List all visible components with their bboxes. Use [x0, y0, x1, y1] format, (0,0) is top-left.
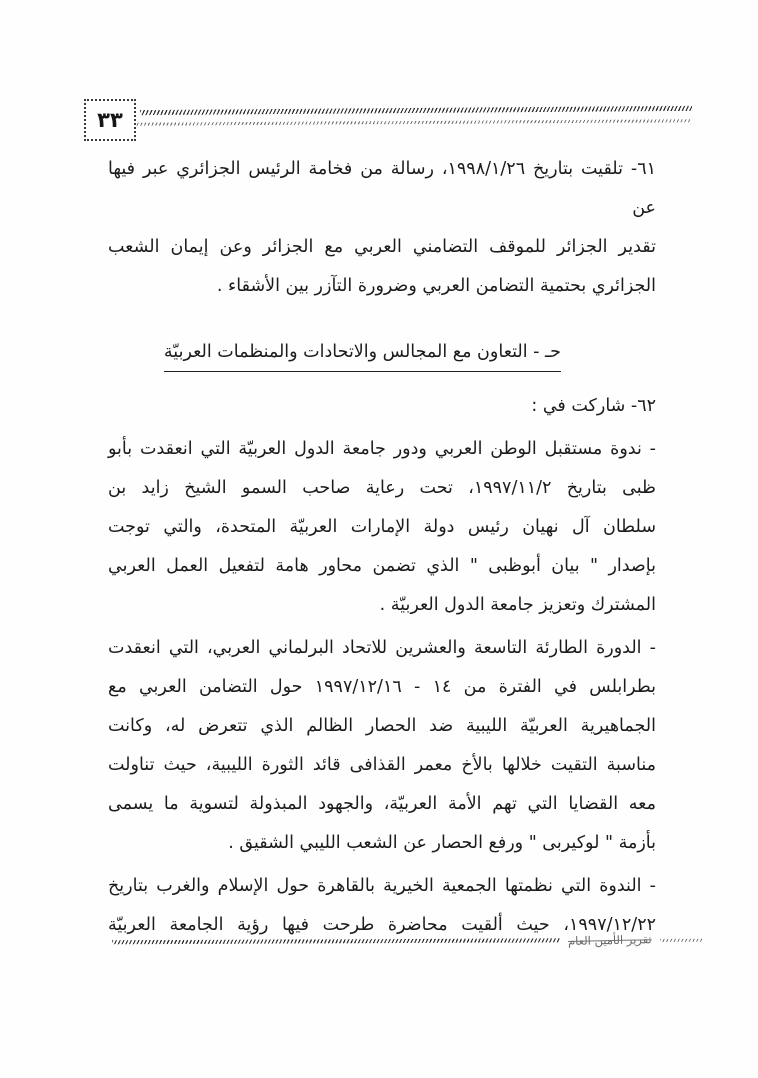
text-line: بطرابلس في الفترة من ١٤ - ١٩٩٧/١٢/١٦ حول التضامن العربي مع — [108, 677, 656, 697]
text-line: - الدورة الطارئة التاسعة والعشرين للاتحاد البرلماني العربي، التي انعقدت — [108, 638, 656, 658]
text-line: معه القضايا التي تهم الأمة العربيّة، والجهود المبذولة لتسوية ما يسمى — [108, 794, 656, 814]
text-line: - الندوة التي نظمتها الجمعية الخيرية بالقاهرة حول الإسلام والغرب بتاريخ — [108, 876, 656, 896]
top-rule-lower — [134, 119, 690, 125]
page-footer — [112, 933, 704, 950]
text-line: تقدير الجزائر للموقف التضامني العربي مع الجزائر وعن إيمان الشعب — [108, 237, 656, 257]
text-line: الجماهيرية العربيّة الليبية ضد الحصار الظالم الذي تتعرض له، وكانت — [108, 716, 656, 736]
page-number-box — [84, 99, 136, 141]
section-heading: حـ - التعاون مع المجالس والاتحادات والمنظمات العربيّة — [164, 337, 561, 372]
footer-stamp-text: تقرير الأمين العام — [568, 932, 653, 949]
section-heading-row — [108, 337, 561, 372]
bullet-item-2 — [108, 629, 656, 863]
paragraph-61 — [108, 150, 656, 306]
text-line: ٦١- تلقيت بتاريخ ١٩٩٨/١/٢٦، رسالة من فخامة الرئيس الجزائري عبر فيها عن — [108, 159, 656, 218]
footer-rule — [112, 938, 560, 944]
bullet-item-1 — [108, 430, 656, 625]
text-line: الجزائري بحتمية التضامن العربي وضرورة التآزر بين الأشقاء . — [216, 276, 656, 296]
text-line: بأزمة " لوكيربى " ورفع الحصار عن الشعب الليبي الشقيق . — [228, 833, 656, 853]
page-body — [108, 150, 656, 945]
paragraph-62-intro — [108, 387, 656, 426]
text-line: ٦٢- شاركت في : — [531, 396, 656, 416]
text-line: - ندوة مستقبل الوطن العربي ودور جامعة الدول العربيّة التي انعقدت بأبو — [108, 439, 656, 459]
footer-rule-short — [660, 938, 702, 941]
text-line: سلطان آل نهيان رئيس دولة الإمارات العربيّة المتحدة، والتي توجت — [108, 517, 656, 537]
top-rule-upper — [140, 106, 692, 115]
text-line: المشترك وتعزيز جامعة الدول العربيّة . — [379, 595, 656, 615]
text-line: بإصدار " بيان أبوظبى " الذي تضمن محاور هامة لتفعيل العمل العربي — [108, 556, 656, 576]
text-line: مناسبة التقيت خلالها بالأخ معمر القذافى قائد الثورة الليبية، حيث تناولت — [108, 755, 656, 775]
text-line: ١٩٩٧/١٢/٢٢، حيث ألقيت محاضرة طرحت فيها رؤية الجامعة العربيّة — [108, 915, 656, 935]
page-number: ٣٣ — [97, 108, 123, 132]
text-line: ظبى بتاريخ ١٩٩٧/١١/٢، تحت رعاية صاحب السمو الشيخ زايد بن — [108, 478, 656, 498]
